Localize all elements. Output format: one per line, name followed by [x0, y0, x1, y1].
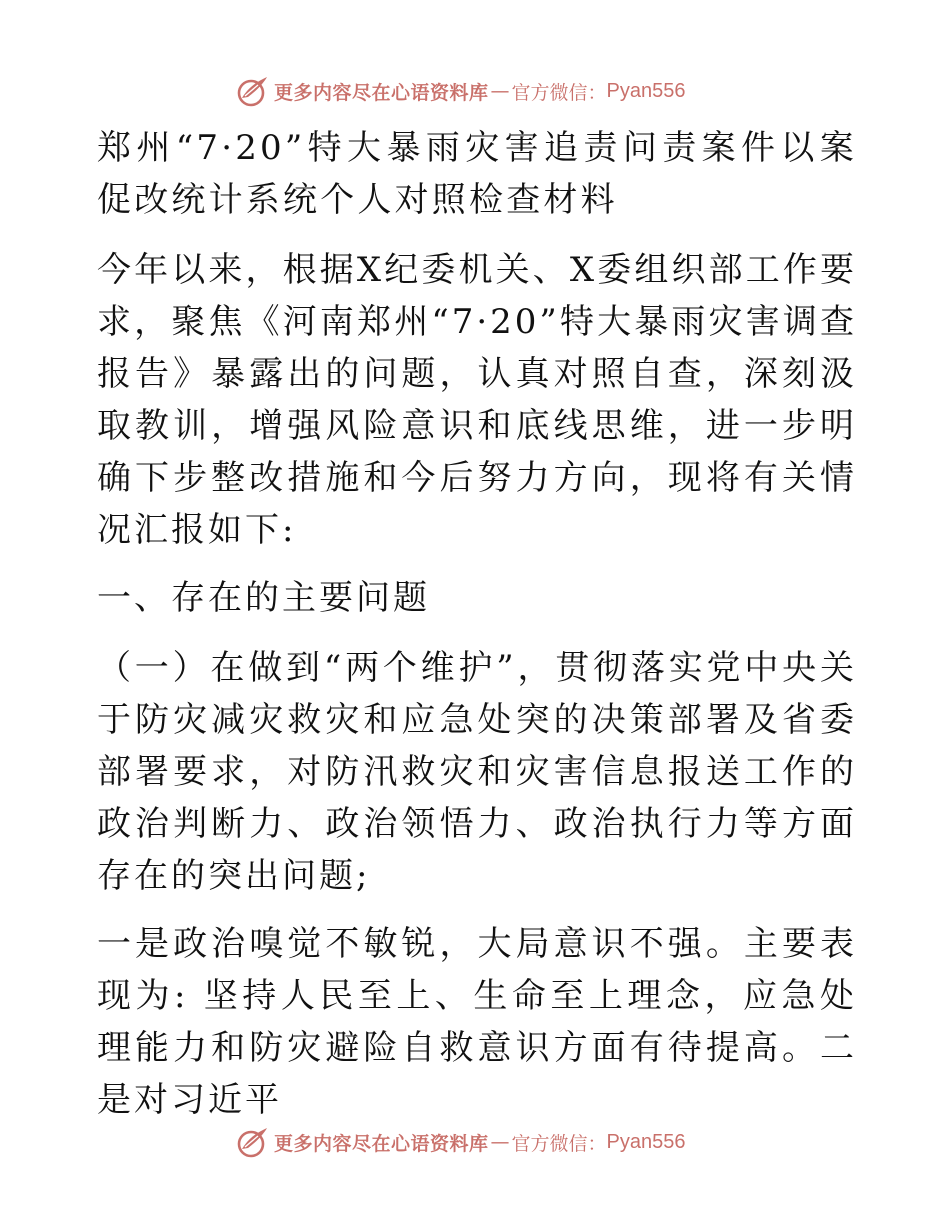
body-paragraph: 一是政治嗅觉不敏锐，大局意识不强。主要表现为: 坚持人民至上、生命至上理念，应急处理能力和防灾避险自救意识方面有待提高。二是对习近平 [97, 924, 857, 1120]
footer-watermark-banner [236, 1125, 686, 1159]
watermark-wechat-label: 官方微信： [511, 1132, 607, 1155]
subsection-paragraph: （一）在做到“两个维护”，贯彻落实党中央关于防灾减灾救灾和应急处突的决策部署及省委部署要求，对防汛救灾和灾害信息报送工作的政治判断力、政治领悟力、政治执行力等方面存在的突出问题; [97, 648, 857, 896]
watermark-brand-text: 更多内容尽在心语资料库 [274, 1132, 489, 1155]
quill-pen-logo-icon [236, 1125, 270, 1159]
document-body [97, 122, 857, 1142]
document-title: 郑州“7·20”特大暴雨灾害追责问责案件以案促改统计系统个人对照检查材料 [97, 128, 857, 220]
watermark-wechat-handle: Pyan556 [606, 1130, 686, 1153]
section-heading: 一、存在的主要问题 [97, 578, 430, 618]
watermark-brand-text: 更多内容尽在心语资料库 [274, 81, 489, 104]
watermark-dash: — [490, 1131, 510, 1153]
watermark-dash: — [490, 80, 510, 102]
intro-paragraph: 今年以来，根据X纪委机关、X委组织部工作要求，聚焦《河南郑州“7·20”特大暴雨灾害调查报告》暴露出的问题，认真对照自查，深刻汲取教训，增强风险意识和底线思维，进一步明确下步整改措施和今后努力方向，现将有关情况汇报如下: [97, 250, 857, 550]
header-watermark-banner [236, 74, 686, 108]
watermark-wechat-handle: Pyan556 [606, 79, 686, 102]
quill-pen-logo-icon [236, 74, 270, 108]
watermark-wechat-label: 官方微信： [511, 81, 607, 104]
